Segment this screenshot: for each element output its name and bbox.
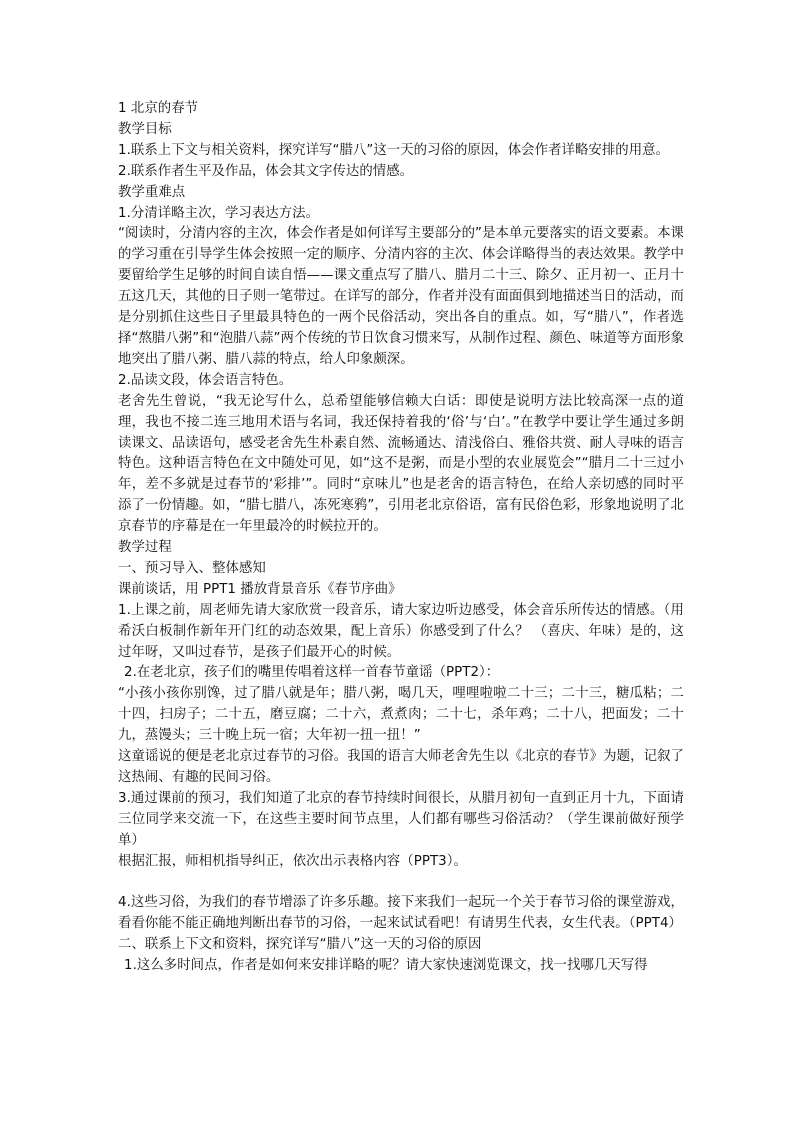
key-point-1-body: “阅读时，分清内容的主次，体会作者是如何详写主要部分的”是本单元要落实的语文要素。本课的学习重在引导学生体会按照一定的顺序、分清内容的主次、体会详略得当的表达效果。教学中要留给学生足够的时间自读自悟——课文重点写了腊八、腊月二十三、除夕、正月初一、正月十五这几天，其他的日子则一笔带过。在详写的部分，作者并没有面面俱到地描述当日的活动，而是分别抓住这些日子里最具特色的一两个民俗活动，突出各自的重点。如，写“腊八”，作者选择“熬腊八粥”和“泡腊八蒜”两个传统的节日饮食习惯来写，从制作过程、颜色、味道等方面形象地突出了腊八粥、腊八蒜的特点，给人印象颇深。 [118, 226, 684, 367]
process-part-2-step-1: 1.这么多时间点，作者是如何来安排详略的呢？请大家快速浏览课文，找一找哪几天写得 [124, 958, 648, 974]
section-heading-process: 教学过程 [118, 540, 172, 556]
key-point-2-body: 老舍先生曾说，“我无论写什么，总希望能够信赖大白话：即使是说明方法比较高深一点的道理，我也不接二连三地用术语与名词，我还保持着我的‘俗’与‘白’。”在教学中要让学生通过多朗读课文、品读语句，感受老舍先生朴素自然、流畅通达、清浅俗白、雅俗共赏、耐人寻味的语言特色。这种语言特色在文中随处可见，如“这不是粥，而是小型的农业展览会”“腊月二十三过小年，差不多就是过春节的‘彩排’”。同时“京味儿”也是老舍的语言特色，在给人亲切感的同时平添了一份情趣。如，“腊七腊八，冻死寒鸦”，引用老北京俗语，富有民俗色彩，形象地说明了北京春节的序幕是在一年里最冷的时候拉开的。 [118, 393, 684, 535]
key-point-2-heading: 2.品读文段，体会语言特色。 [118, 372, 293, 388]
process-step-4: 4.这些习俗，为我们的春节增添了许多乐趣。接下来我们一起玩一个关于春节习俗的课堂游戏，看看你能不能正确地判断出春节的习俗，一起来试试看吧！有请男生代表，女生代表。（PPT4） [118, 895, 684, 932]
process-part-2-heading: 二、联系上下文和资料，探究详写“腊八”这一天的习俗的原因 [118, 937, 482, 953]
section-heading-key-points: 教学重难点 [118, 184, 186, 200]
rhyme-explanation: 这童谣说的便是老北京过春节的习俗。我国的语言大师老舍先生以《北京的春节》为题，记叙了这热闹、有趣的民间习俗。 [118, 749, 684, 785]
process-step-3-followup: 根据汇报，师相机指导纠正，依次出示表格内容（PPT3）。 [118, 853, 467, 869]
lesson-title: 1 北京的春节 [118, 101, 199, 116]
process-step-3: 3.通过课前的预习，我们知道了北京的春节持续时间很长，从腊月初旬一直到正月十九，下面请三位同学来交流一下，在这些主要时间节点里，人们都有哪些习俗活动？（学生课前做好预学单） [118, 790, 684, 848]
objective-2: 2.联系作者生平及作品，体会其文字传达的情感。 [118, 163, 414, 179]
process-step-2: 2.在老北京，孩子们的嘴里传唱着这样一首春节童谣（PPT2）： [124, 665, 500, 681]
document-page [118, 99, 684, 977]
section-heading-objectives: 教学目标 [118, 121, 172, 137]
blank-line [118, 873, 684, 894]
process-step-1: 1.上课之前，周老师先请大家欣赏一段音乐，请大家边听边感受，体会音乐所传达的情感。（用希沃白板制作新年开门红的动态效果，配上音乐）你感受到了什么？ （喜庆、年味）是的，这过年呀，又叫过春节，是孩子们最开心的时候。 [118, 602, 684, 660]
nursery-rhyme: “小孩小孩你别馋，过了腊八就是年；腊八粥，喝几天，哩哩啦啦二十三；二十三，糖瓜粘；二十四，扫房子；二十五，磨豆腐；二十六，煮煮肉；二十七，杀年鸡；二十八，把面发；二十九，蒸馒头；三十晚上玩一宿；大年初一扭一扭！” [118, 686, 684, 744]
process-intro: 课前谈话，用 PPT1 播放背景音乐《春节序曲》 [118, 581, 402, 597]
key-point-1-heading: 1.分清详略主次，学习表达方法。 [118, 205, 320, 221]
process-part-1-heading: 一、预习导入、整体感知 [118, 560, 266, 576]
objective-1: 1.联系上下文与相关资料，探究详写“腊八”这一天的习俗的原因，体会作者详略安排的用意。 [118, 142, 670, 158]
